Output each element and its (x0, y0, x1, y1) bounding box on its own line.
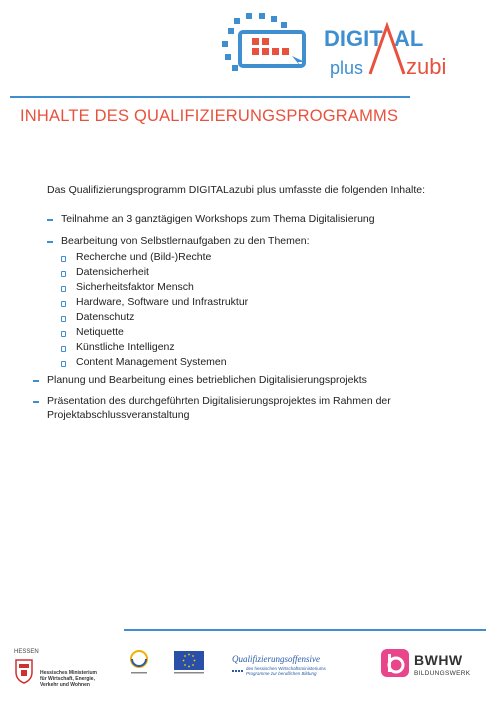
sub-list-item: Content Management Systemen (76, 356, 227, 368)
sub-bullet (61, 361, 66, 367)
sub-bullet (61, 331, 66, 337)
sub-bullet (61, 271, 66, 277)
sub-list-item: Datensicherheit (76, 266, 149, 278)
bwhw-title: BWHW (414, 652, 463, 668)
qualifizierungsoffensive-tagline: Programme zur beruflichen Bildung (246, 671, 317, 676)
page-title: INHALTE DES QUALIFIZIERUNGSPROGRAMMS (20, 107, 399, 125)
list-item: Bearbeitung von Selbstlernaufgaben zu den Themen: (61, 235, 310, 247)
list-item: Teilnahme an 3 ganztägigen Workshops zum Thema Digitalisierung (61, 213, 375, 225)
bullet-dash (47, 219, 53, 221)
list-item: Planung und Bearbeitung eines betrieblichen Digitalisierungsprojekts (47, 374, 367, 386)
list-item: Präsentation des durchgeführten Digitalisierungsprojektes im Rahmen der (47, 395, 391, 407)
sub-list-item: Recherche und (Bild-)Rechte (76, 251, 212, 263)
qualifizierungsoffensive-title: Qualifizierungsoffensive (232, 654, 320, 664)
bwhw-subtitle: BILDUNGSWERK (414, 670, 471, 677)
sub-list-item: Sicherheitsfaktor Mensch (76, 281, 194, 293)
logo-pixels (252, 38, 289, 55)
list-item-continuation: Projektabschlussveranstaltung (47, 409, 190, 421)
hessen-crest-icon (14, 658, 34, 684)
sub-bullet (61, 301, 66, 307)
digitalazubi-plus-logo (222, 12, 462, 84)
bullet-dash (33, 380, 39, 382)
sub-bullet (61, 346, 66, 352)
sub-bullet (61, 316, 66, 322)
qual-dots-icon (232, 666, 244, 676)
hessen-ministry-text: Hessisches Ministerium für Wirtschaft, Energie, Verkehr und Wohnen (40, 670, 97, 688)
logo-plus-text: plus (330, 58, 364, 78)
sub-list-item: Hardware, Software und Infrastruktur (76, 296, 249, 308)
qualifizierungsoffensive-subtitle: des hessischen Wirtschaftsministeriums (246, 666, 326, 671)
bullet-dash (47, 241, 53, 243)
sub-bullet (61, 256, 66, 262)
sub-list-item: Künstliche Intelligenz (76, 341, 175, 353)
sub-list-item: Netiquette (76, 326, 124, 338)
esf-logo-icon (128, 648, 150, 676)
logo-zubi-text: zubi (406, 54, 447, 79)
bwhw-logo-icon (380, 648, 410, 678)
top-divider (10, 96, 410, 98)
eu-flag-icon (174, 651, 204, 677)
sub-bullet (61, 286, 66, 292)
bottom-divider (124, 629, 486, 631)
logo-digital-text: DIGIT (324, 26, 383, 51)
hessen-label: HESSEN (14, 649, 39, 655)
intro-text: Das Qualifizierungsprogramm DIGITALazubi plus umfasste die folgenden Inhalte: (47, 184, 425, 196)
sub-list-item: Datenschutz (76, 311, 135, 323)
logo-al-text: AL (394, 26, 424, 51)
bullet-dash (33, 401, 39, 403)
